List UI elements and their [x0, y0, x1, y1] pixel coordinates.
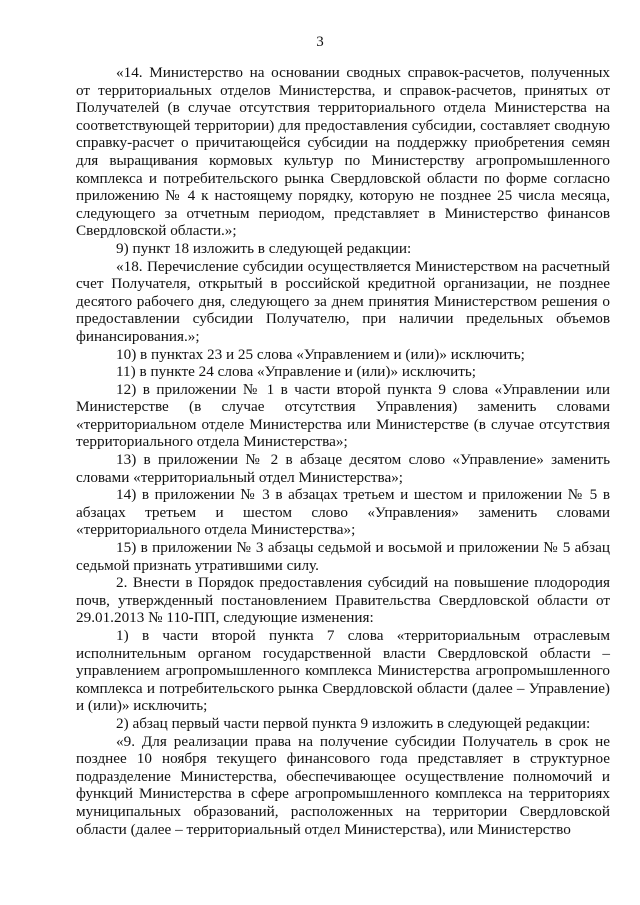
paragraph-item-13: 13) в приложении № 2 в абзаце десятом слово «Управление» заменить словами «территориальный отдел Министерства»;	[76, 451, 610, 486]
paragraph-section-2: 2. Внести в Порядок предоставления субсидий на повышение плодородия почв, утвержденный постановлением Правительства Свердловской области от 29.01.2013 № 110-ПП, следующие изменения:	[76, 574, 610, 627]
paragraph-item-15: 15) в приложении № 3 абзацы седьмой и восьмой и приложении № 5 абзац седьмой признать утратившими силу.	[76, 539, 610, 574]
paragraph-14: «14. Министерство на основании сводных справок-расчетов, полученных от территориальных отделов Министерства, и справок-расчетов, принятых от Получателей (в случае отсутствия территориального отдела Министерства на соответствующей территории) для предоставления субсидии, составляет сводную справку-расчет о причитающейся субсидии на поддержку приобретения семян для выращивания кормовых культур по Министерству агропромышленного комплекса и потребительского рынка Свердловской области по форме согласно приложению № 4 к настоящему порядку, которую не позднее 25 числа месяца, следующего за отчетным периодом, представляет в Министерство финансов Свердловской области.»;	[76, 64, 610, 240]
paragraph-item-11: 11) в пункте 24 слова «Управление и (или)» исключить;	[116, 363, 477, 381]
paragraph-item-10: 10) в пунктах 23 и 25 слова «Управлением и (или)» исключить;	[116, 345, 525, 363]
paragraph-item-12: 12) в приложении № 1 в части второй пункта 9 слова «Управлении или Министерстве (в случае отсутствия Управления) заменить словами «территориальном отделе Министерства или Министерстве (в случае отсутствия территориального отдела Министерства»;	[76, 380, 610, 451]
paragraph-item-9: 9) пункт 18 изложить в следующей редакции:	[116, 239, 412, 257]
document-body	[76, 64, 610, 838]
paragraph-9-new-text: «9. Для реализации права на получение субсидии Получатель в срок не позднее 10 ноября текущего финансового года представляет в структурное подразделение Министерства, обеспечивающее осуществление полномочий и функций Министерства в сфере агропромышленного комплекса на территориях муниципальных образований, расположенных на территории Свердловской области (далее – территориальный отдел Министерства), или Министерство	[76, 732, 610, 838]
paragraph-18: «18. Перечисление субсидии осуществляется Министерством на расчетный счет Получателя, открытый в российской кредитной организации, не позднее десятого рабочего дня, следующего за днем принятия Министерством решения о предоставлении субсидии Получателю, при наличии предельных объемов финансирования.»;	[76, 257, 610, 345]
paragraph-section-2-item-1: 1) в части второй пункта 7 слова «территориальным отраслевым исполнительным органом государственной власти Свердловской области – управлением агропромышленного комплекса Министерства агропромышленного комплекса и потребительского рынка Свердловской области (далее – Управление) и (или)» исключить;	[76, 627, 610, 715]
page-number: 3	[316, 34, 324, 50]
paragraph-section-2-item-2: 2) абзац первый части первой пункта 9 изложить в следующей редакции:	[116, 714, 591, 732]
paragraph-item-14: 14) в приложении № 3 в абзацах третьем и шестом и приложении № 5 в абзацах третьем и шестом слово «Управления» заменить словами «территориального отдела Министерства»;	[76, 486, 610, 539]
